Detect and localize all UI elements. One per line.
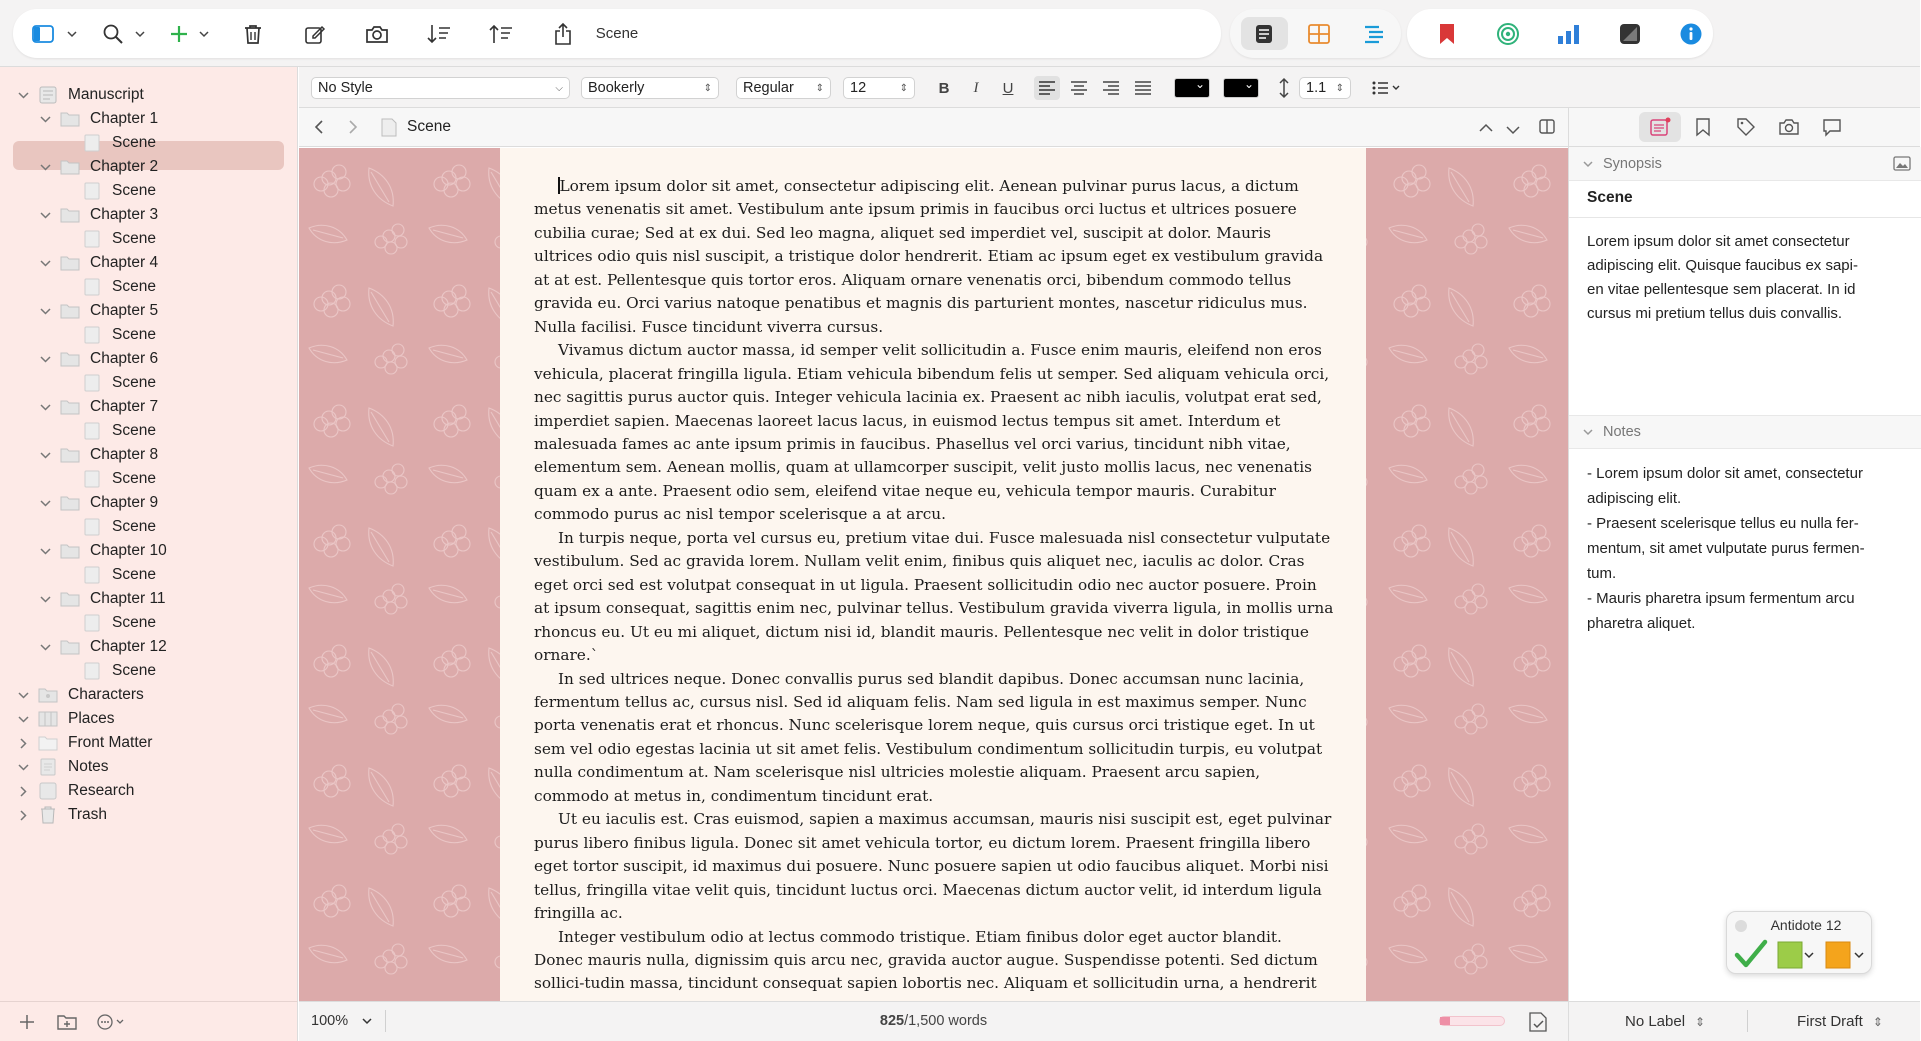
editor-paragraph[interactable] xyxy=(534,668,1334,809)
binder-item-label: Chapter 11 xyxy=(90,590,166,607)
tag-icon xyxy=(1737,118,1755,136)
chevron-up-icon xyxy=(1479,123,1493,132)
binder-item-scene[interactable] xyxy=(82,610,156,636)
chevron-down-icon xyxy=(135,31,145,37)
chevron-down-icon xyxy=(1583,161,1593,167)
chevron-down-icon[interactable] xyxy=(38,352,52,366)
chevron-down-icon[interactable] xyxy=(38,592,52,606)
chevron-down-icon[interactable] xyxy=(38,256,52,270)
corkboard-view-icon xyxy=(1308,24,1330,44)
binder-item-chapter-10[interactable] xyxy=(38,538,167,564)
chevron-down-icon[interactable] xyxy=(16,688,30,702)
binder-item-scene[interactable] xyxy=(82,370,156,396)
binder-item-characters[interactable] xyxy=(16,682,144,708)
inspector-text-line: adipiscing elit. xyxy=(1587,490,1682,507)
italic-icon: I xyxy=(973,79,979,96)
folder-icon xyxy=(60,350,80,368)
binder-item-chapter-4[interactable] xyxy=(38,250,158,276)
binder-item-label: Chapter 4 xyxy=(90,254,159,271)
folder-icon xyxy=(60,494,80,512)
italic-button[interactable] xyxy=(963,76,989,100)
compose-button[interactable] xyxy=(295,9,335,58)
header-title[interactable]: Scene xyxy=(407,118,451,135)
document-icon xyxy=(82,326,102,344)
editor-paragraph-text: Ut eu iaculis est. Cras euismod, sapien a maximus accumsan, mauris nisi suscipit est, eget pulvinar purus libero finibus ligula. Donec sit amet vehicula tortor, eu dictum lorem. Praesent fringilla libero eget tortor suscipit, id maximus dui posuere. Nunc posuere sapien ut odio faucibus aliquet. Morbi nisi tellus, fringilla vitae velit quis, tincidunt luctus orci. Maecenas dictum auctor velit, id interdum ligula fringilla ac. xyxy=(534,810,1332,923)
binder-item-scene[interactable] xyxy=(82,418,156,444)
folder-icon xyxy=(60,638,80,656)
align-center-button[interactable] xyxy=(1066,76,1092,100)
binder-item-chapter-11[interactable] xyxy=(38,586,166,612)
footer-divider xyxy=(1747,1010,1748,1032)
trash-button[interactable] xyxy=(233,9,273,58)
chevron-left-icon xyxy=(315,120,323,134)
binder-item-label: Scene xyxy=(112,182,156,199)
line-spacing-icon xyxy=(1271,76,1297,100)
binder-item-label: Chapter 5 xyxy=(90,302,159,319)
binder-item-trash[interactable] xyxy=(16,802,107,828)
binder-item-chapter-12[interactable] xyxy=(38,634,167,660)
editor-paragraph[interactable] xyxy=(534,527,1334,668)
previous-document-button[interactable] xyxy=(1479,119,1493,137)
search-dropdown-button[interactable] xyxy=(133,9,147,58)
inspector-text-line: Lorem ipsum dolor sit amet consectetur xyxy=(1587,233,1850,250)
search-icon xyxy=(103,24,123,44)
notes-header[interactable] xyxy=(1569,415,1921,449)
search-button[interactable] xyxy=(93,9,133,58)
binder-actions-button[interactable] xyxy=(92,1014,132,1030)
align-center-icon xyxy=(1071,81,1087,95)
binder-item-scene[interactable] xyxy=(82,226,156,252)
align-left-icon xyxy=(1039,81,1055,95)
folder-icon xyxy=(60,110,80,128)
binder-item-notes[interactable] xyxy=(16,754,109,780)
inspector-text-line: cursus mi pretium tellus duis convallis. xyxy=(1587,305,1843,322)
tab-metadata[interactable] xyxy=(1725,112,1767,142)
binder-item-label: Scene xyxy=(112,566,156,583)
font-family-value: Bookerly xyxy=(588,80,645,96)
binder-item-label: Scene xyxy=(112,134,156,151)
chevron-down-icon xyxy=(1506,126,1520,135)
folder-icon xyxy=(60,446,80,464)
binder-item-manuscript[interactable] xyxy=(16,82,144,108)
target-document-icon xyxy=(1529,1012,1547,1032)
binder-item-chapter-2[interactable] xyxy=(38,154,158,180)
folder-icon xyxy=(60,398,80,416)
antidote-corrector-button[interactable] xyxy=(1735,939,1767,974)
binder-item-scene[interactable] xyxy=(82,562,156,588)
binder-item-chapter-1[interactable] xyxy=(38,106,158,132)
underline-button[interactable] xyxy=(995,76,1021,100)
binder-item-label: Chapter 3 xyxy=(90,206,159,223)
editor-paragraph-text: Vivamus dictum auctor massa, id semper velit sollicitudin a. Fusce enim mauris, eleifend non eros vehicula, placerat fringilla ligula. Etiam vehicula bibendum felis ut semper. Sed aliquam vehicula orci, nec sagittis purus auctor quis. Integer vehicula lacinia ex. Praesent ac nibh iaculis, volutpat erat sed, imperdiet sapien. Maecenas laoreet lacus lacus, in euismod lectus tempus sit amet. Interdum et malesuada fames ac ante ipsum primis in faucibus. Phasellus vel orci varius, tincidunt nibh vitae, elementum sem. Aenean mollis, quam at ullamcorper suscipit, velit justo mollis lacus, nec venenatis quam ex a ante. Praesent odio sem, eleifend vitae neque eu, vehicula tempor mauris. Curabitur commodo purus ac nisl tempor scelerisque a at arcu. xyxy=(534,341,1330,524)
next-document-button[interactable] xyxy=(1506,122,1520,140)
list-style-button[interactable] xyxy=(1367,76,1407,100)
characters-icon xyxy=(38,686,58,704)
document-icon xyxy=(82,614,102,632)
chevron-down-icon[interactable] xyxy=(38,112,52,126)
binder-item-scene[interactable] xyxy=(82,466,156,492)
inspector-text-line: pharetra aliquet. xyxy=(1587,615,1696,632)
font-size-select[interactable] xyxy=(843,77,915,99)
chevron-right-icon[interactable] xyxy=(16,784,30,798)
binder-item-label: Scene xyxy=(112,230,156,247)
binder-item-label: Chapter 12 xyxy=(90,638,167,655)
chevron-down-icon[interactable] xyxy=(38,304,52,318)
bookmark-button[interactable] xyxy=(1427,9,1467,58)
comment-icon xyxy=(1823,119,1841,136)
document-target-button[interactable] xyxy=(1529,1012,1547,1037)
binder-item-label: Scene xyxy=(112,662,156,679)
sidebar-toggle-button[interactable] xyxy=(21,9,65,58)
binder-item-chapter-8[interactable] xyxy=(38,442,158,468)
binder-item-label: Scene xyxy=(112,326,156,343)
main-toolbar xyxy=(0,0,1920,67)
binder-item-label: Scene xyxy=(112,278,156,295)
camera-icon xyxy=(1779,119,1799,135)
editor-paragraph[interactable] xyxy=(534,339,1334,527)
front-matter-icon xyxy=(38,734,58,752)
binder-item-label: Scene xyxy=(112,614,156,631)
binder-item-chapter-6[interactable] xyxy=(38,346,158,372)
tab-notes[interactable] xyxy=(1639,112,1681,142)
editor-paragraph-text: In sed ultrices neque. Donec convallis purus sed blandit dapibus. Donec accumsan nunc lacinia, fermentum tellus ac, cursus nisl. Sed id aliquam felis. Nam sed ligula in est maximus semper. Nunc porta venenatis erat et rhoncus. Nunc scelerisque lorem neque, quis cursus orci tristique eget. In ut sem vel odio egestas lacinia ut sit amet felis. Vestibulum condimentum sollicitudin turpis, eu volutpat nulla condimentum at. Nam scelerisque nisl ultricies molestie aliquam. Praesent arcu sapien, commodo at metus in, condimentum tincidunt erat. xyxy=(534,669,1323,805)
justify-button[interactable] xyxy=(1130,76,1156,100)
binder-item-chapter-9[interactable] xyxy=(38,490,158,516)
chevron-down-icon[interactable] xyxy=(16,760,30,774)
line-spacing-value: 1.1 xyxy=(1306,80,1327,96)
updown-icon: ⇕ xyxy=(1695,1014,1706,1029)
binder-item-chapter-5[interactable] xyxy=(38,298,158,324)
document-icon xyxy=(82,662,102,680)
statistics-icon xyxy=(1557,23,1581,45)
chevron-down-icon: ⌵ xyxy=(555,82,563,94)
binder-item-label: Chapter 10 xyxy=(90,542,167,559)
chevron-down-icon[interactable] xyxy=(38,640,52,654)
chevron-down-icon xyxy=(199,31,209,37)
document-icon xyxy=(82,134,102,152)
binder-item-label: Scene xyxy=(112,470,156,487)
sort-up-icon xyxy=(489,24,513,44)
corkboard-view-button[interactable] xyxy=(1296,17,1343,50)
document-icon xyxy=(381,118,397,142)
chevron-down-icon[interactable] xyxy=(38,400,52,414)
editor-header-bar xyxy=(299,108,1568,147)
binder-item-label: Trash xyxy=(68,806,108,823)
bookmark-outline-icon xyxy=(1696,118,1710,136)
target-button[interactable] xyxy=(1488,9,1528,58)
move-up-button[interactable] xyxy=(481,9,521,58)
editor-paragraph[interactable] xyxy=(534,175,1334,339)
binder-item-label: Manuscript xyxy=(68,86,144,103)
document-icon xyxy=(82,470,102,488)
split-view-icon xyxy=(1539,119,1555,134)
folder-icon xyxy=(60,542,80,560)
target-progress-bar xyxy=(1439,1016,1505,1026)
binder-item-label: Research xyxy=(68,782,135,799)
editor-footer xyxy=(299,1001,1568,1041)
document-icon xyxy=(82,422,102,440)
notes-heading: Notes xyxy=(1603,424,1641,440)
binder-item-chapter-7[interactable] xyxy=(38,394,158,420)
synopsis-divider xyxy=(1569,217,1921,218)
list-icon xyxy=(1372,81,1402,95)
folder-icon xyxy=(60,158,80,176)
inspector-text-line: - Mauris pharetra ipsum fermentum arcu xyxy=(1587,590,1855,607)
view-mode-group xyxy=(1230,9,1401,58)
notes-text[interactable] xyxy=(1587,461,1865,636)
notes-icon xyxy=(38,758,58,776)
format-bar xyxy=(299,67,1920,108)
binder-item-label: Chapter 8 xyxy=(90,446,159,463)
sidebar-dropdown-button[interactable] xyxy=(65,9,79,58)
binder-item-scene[interactable] xyxy=(82,178,156,204)
editor-paragraph-text: Integer vestibulum odio at lectus commodo tristique. Etiam finibus dolor eget auctor blandit. Donec mauris nulla, dignissim quis arcu nec, gravida auctor augue. Suspendisse potenti. Sed dictum sollici-tudin massa, tincidunt consequat sapien lobortis nec. Aliquam et sollicitudin urna, a hendrerit xyxy=(534,927,1318,993)
binder-item-label: Notes xyxy=(68,758,109,775)
tab-comments[interactable] xyxy=(1811,112,1853,142)
align-left-button[interactable] xyxy=(1034,76,1060,100)
font-size-value: 12 xyxy=(850,80,867,96)
trash-icon xyxy=(244,24,262,44)
sidebar-icon xyxy=(32,25,54,43)
justify-icon xyxy=(1135,81,1151,95)
trash-icon xyxy=(38,806,58,824)
inspector-tab-bar xyxy=(1568,108,1920,147)
inspector-footer xyxy=(1568,1001,1920,1041)
updown-icon: ⇕ xyxy=(1872,1014,1883,1029)
binder-item-label: Scene xyxy=(112,374,156,391)
updown-icon: ⇕ xyxy=(1335,82,1344,94)
document-icon xyxy=(82,182,102,200)
chevron-down-icon[interactable] xyxy=(16,712,30,726)
chevron-down-icon[interactable] xyxy=(38,544,52,558)
chevron-down-icon xyxy=(1583,429,1593,435)
zoom-value: 100% xyxy=(311,1013,349,1029)
folder-icon xyxy=(60,254,80,272)
binder-item-label: Chapter 6 xyxy=(90,350,159,367)
inspector-text-line: mentum, sit amet vulputate purus fermen- xyxy=(1587,540,1865,557)
label-value: No Label xyxy=(1625,1013,1686,1030)
add-button[interactable] xyxy=(161,9,197,58)
inspector-text-line: en vitae pellentesque sem placerat. In id xyxy=(1587,281,1856,298)
inspector-text-line: tum. xyxy=(1587,565,1617,582)
share-button[interactable] xyxy=(543,9,583,58)
split-editor-button[interactable] xyxy=(1539,119,1555,139)
antidote-palette xyxy=(1726,911,1872,974)
chevron-down-icon[interactable] xyxy=(38,496,52,510)
binder-item-research[interactable] xyxy=(16,778,134,804)
notes-icon xyxy=(1649,117,1671,137)
toolbar-left-group xyxy=(13,9,1221,58)
label-select[interactable] xyxy=(1625,1013,1705,1030)
binder-item-label: Scene xyxy=(112,422,156,439)
checkmark-icon xyxy=(1735,939,1767,969)
document-icon xyxy=(82,566,102,584)
outline-view-button[interactable] xyxy=(1350,17,1397,50)
bookmark-icon xyxy=(1439,23,1455,45)
chevron-right-icon[interactable] xyxy=(16,808,30,822)
document-view-button[interactable] xyxy=(1241,17,1288,50)
chevron-right-icon[interactable] xyxy=(16,736,30,750)
binder-item-label: Characters xyxy=(68,686,144,703)
inspector-button[interactable] xyxy=(1671,9,1711,58)
binder-item-label: Chapter 2 xyxy=(90,158,159,175)
binder-item-label: Scene xyxy=(112,518,156,535)
composition-mode-button[interactable] xyxy=(1610,9,1650,58)
statistics-button[interactable] xyxy=(1549,9,1589,58)
toolbar-right-group xyxy=(1407,9,1713,58)
updown-icon: ⇕ xyxy=(815,82,824,94)
editor-text[interactable] xyxy=(534,175,1334,1019)
binder-item-scene[interactable] xyxy=(82,514,156,540)
tab-bookmarks[interactable] xyxy=(1682,112,1724,142)
move-down-button[interactable] xyxy=(419,9,459,58)
add-dropdown-button[interactable] xyxy=(197,9,211,58)
plus-icon xyxy=(19,1014,35,1030)
underline-icon: U xyxy=(1002,79,1014,97)
binder-footer xyxy=(0,1001,298,1041)
composition-icon xyxy=(1619,23,1641,45)
line-spacing-select[interactable] xyxy=(1299,77,1351,99)
paragraph-style-value: No Style xyxy=(318,80,373,96)
document-view-icon xyxy=(1255,24,1273,44)
editor-paragraph[interactable] xyxy=(534,808,1334,925)
inspector-text-line: - Lorem ipsum dolor sit amet, consectetur xyxy=(1587,465,1863,482)
image-icon[interactable] xyxy=(1893,156,1911,171)
inspector-panel xyxy=(1568,147,1920,1001)
updown-icon: ⇕ xyxy=(899,82,908,94)
document-icon xyxy=(82,518,102,536)
binder-item-chapter-3[interactable] xyxy=(38,202,158,228)
chevron-down-icon[interactable] xyxy=(38,160,52,174)
binder-item-scene[interactable] xyxy=(82,130,156,156)
binder-item-scene[interactable] xyxy=(82,322,156,348)
highlight-color-swatch[interactable] xyxy=(1223,78,1259,98)
synopsis-text[interactable] xyxy=(1587,230,1858,326)
document-icon xyxy=(82,230,102,248)
word-count-target: /1,500 words xyxy=(904,1013,988,1029)
binder-item-scene[interactable] xyxy=(82,658,156,684)
document-icon xyxy=(82,374,102,392)
sort-down-icon xyxy=(427,24,451,44)
chevron-down-icon[interactable] xyxy=(38,448,52,462)
camera-icon xyxy=(366,25,388,43)
folder-add-icon xyxy=(57,1014,77,1030)
binder-item-label: Chapter 1 xyxy=(90,110,159,127)
folder-icon xyxy=(60,590,80,608)
bold-icon: B xyxy=(938,79,950,97)
synopsis-header[interactable] xyxy=(1569,147,1921,181)
binder-item-front-matter[interactable] xyxy=(16,730,152,756)
chevron-down-icon[interactable] xyxy=(16,88,30,102)
binder-item-label: Chapter 9 xyxy=(90,494,159,511)
antidote-guides-button[interactable] xyxy=(1825,941,1865,974)
research-icon xyxy=(38,782,58,800)
editor-paragraph-text: Lorem ipsum dolor sit amet, consectetur adipiscing elit. Aenean pulvinar purus lacus, a dictum metus venenatis sit amet. Vestibulum ante ipsum primis in faucibus orci luctus et ultrices posuere cubilia curae; Sed at ex dui. Sed leo magna, aliquet sed imperdiet vel, suscipit at dolor. Mauris ultrices odio quis nisl suscipit, a tristique dolor hendrerit. Etiam ac ipsum eget ex vestibulum gravida at at est. Pellentesque quis tortor eros. Aliquam ornare venenatis orci, bibendum commodo tellus gravida eu. Orci varius natoque penatibus et magnis dis parturient montes, nascetur ridiculus mus. Nulla facilisi. Fusce tincidunt viverra cursus. xyxy=(534,177,1324,336)
add-item-button[interactable] xyxy=(12,1014,42,1030)
tab-snapshots[interactable] xyxy=(1768,112,1810,142)
folder-icon xyxy=(60,302,80,320)
editor-paragraph-text: In turpis neque, porta vel cursus eu, pretium vitae dui. Fusce malesuada nisl consectetur vulputate vestibulum. Sed ac gravida lorem. Nullam velit enim, finibus quis aliquet nec, iaculis ac dolor. Cras eget orci sed est volutpat consequat in ut ligula. Praesent sollicitudin odio nec auctor posuere. Proin at ipsum consequat, sagittis enim nec, pulvinar tellus. Vestibulum gravida viverra ligula, in mollis urna rhoncus eu. Ut eu mi aliquet, dictum nisi id, blandit mauris. Pellentesque nec velit in dolor tristique ornare.` xyxy=(534,528,1334,665)
add-folder-button[interactable] xyxy=(52,1014,82,1030)
word-count-value: 825 xyxy=(879,1013,905,1029)
antidote-title: Antidote 12 xyxy=(1770,917,1842,933)
font-weight-select[interactable] xyxy=(736,77,831,99)
chevron-down-icon xyxy=(67,31,77,37)
dictionary-icon xyxy=(1777,941,1815,969)
guide-icon xyxy=(1825,941,1865,969)
binder-item-label: Chapter 7 xyxy=(90,398,159,415)
bold-button[interactable] xyxy=(931,76,957,100)
places-icon xyxy=(38,710,58,728)
manuscript-icon xyxy=(38,86,58,104)
updown-icon: ⇕ xyxy=(703,82,712,94)
document-icon xyxy=(82,278,102,296)
share-icon xyxy=(554,23,572,45)
antidote-dictionaries-button[interactable] xyxy=(1777,941,1815,974)
snapshot-button[interactable] xyxy=(357,9,397,58)
paragraph-style-select[interactable] xyxy=(311,77,570,99)
binder-item-places[interactable] xyxy=(16,706,115,732)
binder-sidebar xyxy=(0,67,298,1001)
synopsis-heading: Synopsis xyxy=(1603,155,1662,172)
target-progress-fill xyxy=(1440,1017,1450,1025)
binder-item-label: Front Matter xyxy=(68,734,153,751)
more-icon xyxy=(97,1014,127,1030)
outline-view-icon xyxy=(1364,24,1384,44)
binder-item-scene[interactable] xyxy=(82,274,156,300)
chevron-right-icon xyxy=(349,120,357,134)
align-right-button[interactable] xyxy=(1098,76,1124,100)
target-icon xyxy=(1496,22,1520,46)
inspector-text-line: - Praesent scelerisque tellus eu nulla fer- xyxy=(1587,515,1859,532)
chevron-down-icon[interactable] xyxy=(38,208,52,222)
back-button[interactable] xyxy=(315,120,323,139)
window-title: Scene xyxy=(595,25,639,42)
word-count xyxy=(299,1013,1568,1029)
font-family-select[interactable] xyxy=(581,77,719,99)
align-right-icon xyxy=(1103,81,1119,95)
status-select[interactable] xyxy=(1797,1013,1883,1030)
font-weight-value: Regular xyxy=(743,80,794,96)
status-value: First Draft xyxy=(1797,1013,1863,1030)
editor-page[interactable] xyxy=(500,148,1366,1001)
add-icon xyxy=(169,24,189,44)
binder-item-label: Places xyxy=(68,710,115,727)
inspector-text-line: adipiscing elit. Quisque faucibus ex sapi- xyxy=(1587,257,1858,274)
folder-icon xyxy=(60,206,80,224)
synopsis-title[interactable]: Scene xyxy=(1587,189,1633,206)
info-icon xyxy=(1680,23,1702,45)
text-color-swatch[interactable] xyxy=(1174,78,1210,98)
compose-icon xyxy=(305,24,325,44)
forward-button[interactable] xyxy=(349,120,357,139)
